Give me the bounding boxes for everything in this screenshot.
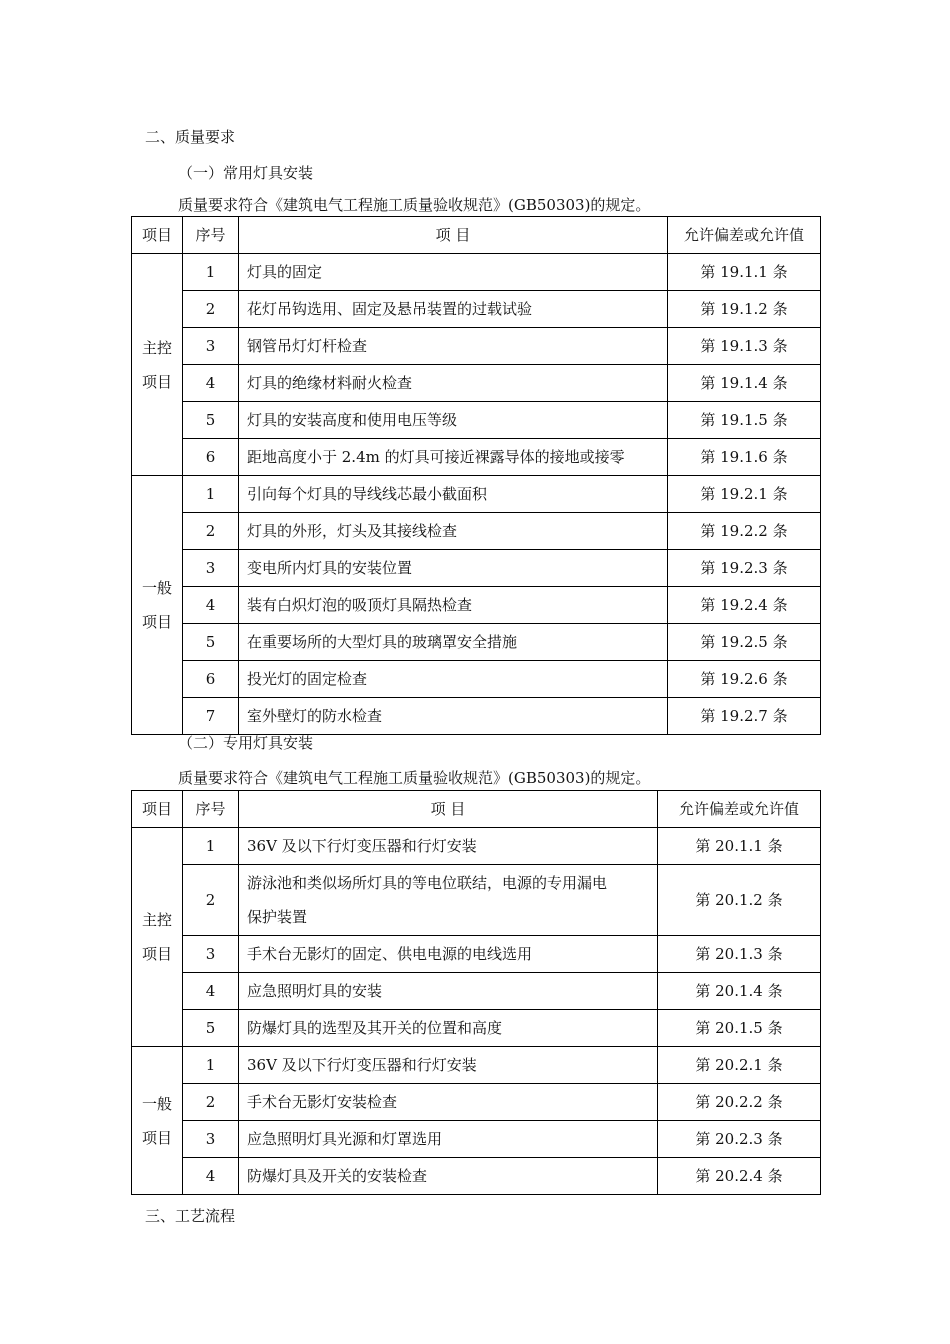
row-item: 灯具的安装高度和使用电压等级: [239, 402, 668, 439]
table-header-row: [132, 791, 821, 828]
row-no: 5: [183, 624, 239, 661]
row-no: 2: [183, 1084, 239, 1121]
row-ref: 第 20.1.3 条: [658, 936, 821, 973]
table-row: [132, 254, 821, 291]
row-no: 3: [183, 1121, 239, 1158]
row-ref: 第 19.2.1 条: [668, 476, 821, 513]
table-row: [132, 328, 821, 365]
row-item: 花灯吊钩选用、固定及悬吊装置的过载试验: [239, 291, 668, 328]
row-no: 3: [183, 328, 239, 365]
intro-text-2: 质量要求符合《建筑电气工程施工质量验收规范》(GB50303)的规定。: [178, 769, 651, 787]
row-item: 36V 及以下行灯变压器和行灯安装: [239, 828, 658, 865]
row-no: 5: [183, 402, 239, 439]
row-item: 距地高度小于 2.4m 的灯具可接近裸露导体的接地或接零: [239, 439, 668, 476]
row-ref: 第 20.2.2 条: [658, 1084, 821, 1121]
row-no: 4: [183, 365, 239, 402]
row-ref: 第 19.2.7 条: [668, 698, 821, 735]
category-main-control: 主控 项目: [132, 254, 183, 476]
row-ref: 第 19.2.3 条: [668, 550, 821, 587]
row-item: 灯具的固定: [239, 254, 668, 291]
subsection-common-lamps: （一）常用灯具安装: [178, 164, 314, 182]
row-item: 手术台无影灯安装检查: [239, 1084, 658, 1121]
table-row: [132, 365, 821, 402]
row-item: 装有白炽灯泡的吸顶灯具隔热检查: [239, 587, 668, 624]
table-row: [132, 661, 821, 698]
row-no: 6: [183, 661, 239, 698]
row-ref: 第 19.2.6 条: [668, 661, 821, 698]
table-row: [132, 1121, 821, 1158]
row-no: 5: [183, 1010, 239, 1047]
row-no: 7: [183, 698, 239, 735]
table-row: [132, 1010, 821, 1047]
row-no: 6: [183, 439, 239, 476]
row-ref: 第 19.2.2 条: [668, 513, 821, 550]
row-item: 室外壁灯的防水检查: [239, 698, 668, 735]
row-no: 3: [183, 936, 239, 973]
row-item: 钢管吊灯灯杆检查: [239, 328, 668, 365]
row-item: 应急照明灯具光源和灯罩选用: [239, 1121, 658, 1158]
row-item: 灯具的绝缘材料耐火检查: [239, 365, 668, 402]
section-heading-process: 三、工艺流程: [145, 1207, 236, 1225]
row-item: 防爆灯具的选型及其开关的位置和高度: [239, 1010, 658, 1047]
row-ref: 第 20.1.5 条: [658, 1010, 821, 1047]
row-item: 手术台无影灯的固定、供电电源的电线选用: [239, 936, 658, 973]
table-row: [132, 291, 821, 328]
row-ref: 第 20.2.4 条: [658, 1158, 821, 1195]
table-row: [132, 936, 821, 973]
header-no: 序号: [183, 791, 239, 828]
category-main-control: 主控 项目: [132, 828, 183, 1047]
row-item: 防爆灯具及开关的安装检查: [239, 1158, 658, 1195]
table-row: [132, 698, 821, 735]
table-row: [132, 1158, 821, 1195]
row-ref: 第 20.1.4 条: [658, 973, 821, 1010]
header-tolerance: 允许偏差或允许值: [668, 217, 821, 254]
table-row: [132, 973, 821, 1010]
intro-text-1: 质量要求符合《建筑电气工程施工质量验收规范》(GB50303)的规定。: [178, 196, 651, 214]
row-no: 1: [183, 828, 239, 865]
row-ref: 第 19.1.5 条: [668, 402, 821, 439]
row-ref: 第 19.2.4 条: [668, 587, 821, 624]
header-category: 项目: [132, 791, 183, 828]
table-row: [132, 402, 821, 439]
row-item: 游泳池和类似场所灯具的等电位联结，电源的专用漏电 保护装置: [239, 865, 658, 936]
row-no: 4: [183, 1158, 239, 1195]
row-ref: 第 20.2.3 条: [658, 1121, 821, 1158]
row-no: 1: [183, 476, 239, 513]
table-row: [132, 1047, 821, 1084]
category-general: 一般 项目: [132, 476, 183, 735]
row-item: 变电所内灯具的安装位置: [239, 550, 668, 587]
row-item: 在重要场所的大型灯具的玻璃罩安全措施: [239, 624, 668, 661]
table-row: [132, 865, 821, 936]
row-item: 应急照明灯具的安装: [239, 973, 658, 1010]
table-row: [132, 828, 821, 865]
table-row: [132, 550, 821, 587]
row-ref: 第 20.1.1 条: [658, 828, 821, 865]
special-lamps-table: [131, 790, 821, 1195]
table-header-row: [132, 217, 821, 254]
header-item: 项 目: [239, 791, 658, 828]
row-ref: 第 19.1.3 条: [668, 328, 821, 365]
table-row: [132, 624, 821, 661]
row-item: 引向每个灯具的导线线芯最小截面积: [239, 476, 668, 513]
row-ref: 第 19.1.4 条: [668, 365, 821, 402]
row-item: 灯具的外形，灯头及其接线检查: [239, 513, 668, 550]
header-tolerance: 允许偏差或允许值: [658, 791, 821, 828]
table-row: [132, 476, 821, 513]
row-ref: 第 19.1.1 条: [668, 254, 821, 291]
header-category: 项目: [132, 217, 183, 254]
row-ref: 第 19.2.5 条: [668, 624, 821, 661]
subsection-special-lamps: （二）专用灯具安装: [178, 734, 314, 752]
row-ref: 第 20.2.1 条: [658, 1047, 821, 1084]
row-ref: 第 19.1.2 条: [668, 291, 821, 328]
row-no: 3: [183, 550, 239, 587]
table-row: [132, 439, 821, 476]
row-item: 36V 及以下行灯变压器和行灯安装: [239, 1047, 658, 1084]
row-ref: 第 20.1.2 条: [658, 865, 821, 936]
table-row: [132, 513, 821, 550]
table-row: [132, 587, 821, 624]
row-ref: 第 19.1.6 条: [668, 439, 821, 476]
header-no: 序号: [183, 217, 239, 254]
row-no: 2: [183, 291, 239, 328]
common-lamps-table: [131, 216, 821, 735]
row-no: 4: [183, 973, 239, 1010]
row-item: 投光灯的固定检查: [239, 661, 668, 698]
row-no: 4: [183, 587, 239, 624]
row-no: 1: [183, 1047, 239, 1084]
row-no: 2: [183, 513, 239, 550]
row-no: 1: [183, 254, 239, 291]
table-row: [132, 1084, 821, 1121]
header-item: 项 目: [239, 217, 668, 254]
section-heading-quality: 二、质量要求: [145, 128, 236, 146]
row-no: 2: [183, 865, 239, 936]
category-general: 一般 项目: [132, 1047, 183, 1195]
